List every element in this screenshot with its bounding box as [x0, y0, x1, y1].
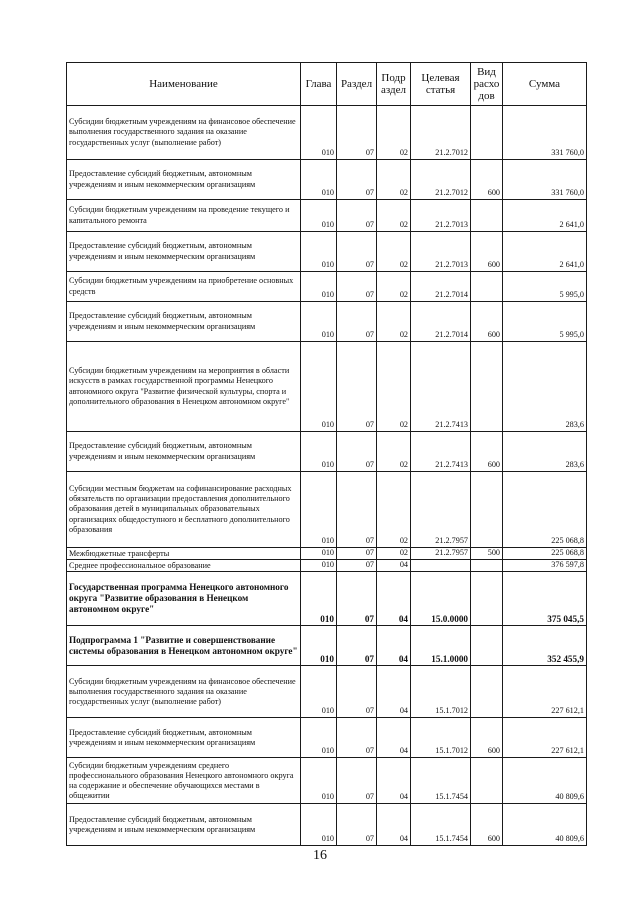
row-podrazdel: 02	[377, 302, 411, 342]
row-sum: 2 641,0	[503, 200, 587, 232]
table-row	[67, 572, 587, 626]
row-sum: 376 597,8	[503, 560, 587, 572]
row-vid: 600	[471, 432, 503, 472]
row-glava: 010	[301, 560, 337, 572]
row-vid	[471, 272, 503, 302]
row-name: Предоставление субсидий бюджетным, автономным учреждениям и иным некоммерческим организациям	[67, 432, 301, 472]
row-glava: 010	[301, 432, 337, 472]
row-name: Субсидии местным бюджетам на софинансирование расходных обязательств по организации предоставления дополнительного образования детей в муниципальных образовательных организациях общедоступного и бесплатного дополнительного образования	[67, 472, 301, 548]
row-razdel: 07	[337, 560, 377, 572]
budget-table	[66, 62, 587, 846]
row-vid: 600	[471, 804, 503, 846]
row-name: Субсидии бюджетным учреждениям на финансовое обеспечение выполнения государственного задания на оказание государственных услуг (выполнение работ)	[67, 666, 301, 718]
table-row	[67, 200, 587, 232]
table-row	[67, 106, 587, 160]
row-vid	[471, 626, 503, 666]
row-podrazdel: 02	[377, 472, 411, 548]
row-razdel: 07	[337, 472, 377, 548]
row-sum: 283,6	[503, 342, 587, 432]
row-razdel: 07	[337, 666, 377, 718]
table-row	[67, 272, 587, 302]
row-podrazdel: 02	[377, 232, 411, 272]
row-glava: 010	[301, 232, 337, 272]
table-row	[67, 432, 587, 472]
row-podrazdel: 02	[377, 272, 411, 302]
row-glava: 010	[301, 666, 337, 718]
row-sum: 2 641,0	[503, 232, 587, 272]
row-sum: 40 809,6	[503, 804, 587, 846]
row-sum: 331 760,0	[503, 106, 587, 160]
row-vid	[471, 342, 503, 432]
row-glava: 010	[301, 758, 337, 804]
row-razdel: 07	[337, 106, 377, 160]
row-target: 21.2.7013	[411, 232, 471, 272]
row-target: 21.2.7014	[411, 272, 471, 302]
row-podrazdel: 02	[377, 106, 411, 160]
row-glava: 010	[301, 160, 337, 200]
row-podrazdel: 04	[377, 560, 411, 572]
row-name: Субсидии бюджетным учреждениям на проведение текущего и капитального ремонта	[67, 200, 301, 232]
header-name: Наименование	[67, 63, 301, 106]
row-target: 15.1.7454	[411, 758, 471, 804]
table-row	[67, 560, 587, 572]
row-name: Субсидии бюджетным учреждениям среднего профессионального образования Ненецкого автономного округа на содержание и обеспечение обучающихся местами в общежитии	[67, 758, 301, 804]
row-target: 15.0.0000	[411, 572, 471, 626]
row-vid	[471, 106, 503, 160]
row-sum: 227 612,1	[503, 666, 587, 718]
row-razdel: 07	[337, 272, 377, 302]
header-podrazdel: Подр аздел	[377, 63, 411, 106]
row-vid	[471, 560, 503, 572]
table-row	[67, 472, 587, 548]
table-row	[67, 160, 587, 200]
row-sum: 225 068,8	[503, 548, 587, 560]
row-razdel: 07	[337, 200, 377, 232]
row-name: Субсидии бюджетным учреждениям на финансовое обеспечение выполнения государственного задания на оказание государственных услуг (выполнение работ)	[67, 106, 301, 160]
row-target: 15.1.7012	[411, 718, 471, 758]
row-target	[411, 560, 471, 572]
row-razdel: 07	[337, 302, 377, 342]
table-row	[67, 758, 587, 804]
row-razdel: 07	[337, 758, 377, 804]
row-razdel: 07	[337, 232, 377, 272]
row-name: Среднее профессиональное образование	[67, 560, 301, 572]
row-podrazdel: 04	[377, 758, 411, 804]
row-name: Предоставление субсидий бюджетным, автономным учреждениям и иным некоммерческим организациям	[67, 302, 301, 342]
table-row	[67, 804, 587, 846]
row-vid	[471, 666, 503, 718]
row-target: 21.2.7013	[411, 200, 471, 232]
row-podrazdel: 04	[377, 804, 411, 846]
row-sum: 331 760,0	[503, 160, 587, 200]
row-vid	[471, 200, 503, 232]
row-vid	[471, 758, 503, 804]
row-glava: 010	[301, 272, 337, 302]
row-target: 21.2.7014	[411, 302, 471, 342]
row-sum: 40 809,6	[503, 758, 587, 804]
row-vid: 600	[471, 718, 503, 758]
table-row	[67, 302, 587, 342]
row-glava: 010	[301, 342, 337, 432]
row-sum: 225 068,8	[503, 472, 587, 548]
row-vid: 600	[471, 160, 503, 200]
table-header-row	[67, 63, 587, 106]
row-name: Предоставление субсидий бюджетным, автономным учреждениям и иным некоммерческим организациям	[67, 718, 301, 758]
page-number: 16	[313, 848, 327, 863]
row-vid: 600	[471, 302, 503, 342]
row-target: 15.1.7012	[411, 666, 471, 718]
row-glava: 010	[301, 804, 337, 846]
row-name: Субсидии бюджетным учреждениям на мероприятия в области искусств в рамках государственной программы Ненецкого автономного округа "Развитие физической культуры, спорта и дополнительного образования в Ненецком автономном округе"	[67, 342, 301, 432]
row-podrazdel: 02	[377, 548, 411, 560]
row-sum: 283,6	[503, 432, 587, 472]
header-glava: Глава	[301, 63, 337, 106]
table-row	[67, 626, 587, 666]
row-glava: 010	[301, 572, 337, 626]
row-target: 21.2.7957	[411, 548, 471, 560]
row-razdel: 07	[337, 432, 377, 472]
row-target: 21.2.7012	[411, 106, 471, 160]
row-name: Предоставление субсидий бюджетным, автономным учреждениям и иным некоммерческим организациям	[67, 160, 301, 200]
row-razdel: 07	[337, 718, 377, 758]
table-row	[67, 548, 587, 560]
row-glava: 010	[301, 548, 337, 560]
row-name: Межбюджетные трансферты	[67, 548, 301, 560]
table-row	[67, 718, 587, 758]
row-glava: 010	[301, 302, 337, 342]
row-sum: 227 612,1	[503, 718, 587, 758]
row-vid	[471, 572, 503, 626]
row-glava: 010	[301, 718, 337, 758]
row-target: 15.1.7454	[411, 804, 471, 846]
row-name: Предоставление субсидий бюджетным, автономным учреждениям и иным некоммерческим организациям	[67, 804, 301, 846]
row-razdel: 07	[337, 572, 377, 626]
header-razdel: Раздел	[337, 63, 377, 106]
row-vid: 600	[471, 232, 503, 272]
row-target: 21.2.7012	[411, 160, 471, 200]
row-glava: 010	[301, 200, 337, 232]
row-podrazdel: 02	[377, 160, 411, 200]
table-row	[67, 232, 587, 272]
row-podrazdel: 02	[377, 342, 411, 432]
row-podrazdel: 02	[377, 200, 411, 232]
row-razdel: 07	[337, 160, 377, 200]
row-vid	[471, 472, 503, 548]
row-razdel: 07	[337, 342, 377, 432]
table-row	[67, 342, 587, 432]
row-name: Предоставление субсидий бюджетным, автономным учреждениям и иным некоммерческим организациям	[67, 232, 301, 272]
row-target: 21.2.7413	[411, 432, 471, 472]
row-sum: 352 455,9	[503, 626, 587, 666]
row-glava: 010	[301, 472, 337, 548]
row-podrazdel: 02	[377, 432, 411, 472]
row-sum: 5 995,0	[503, 272, 587, 302]
row-sum: 5 995,0	[503, 302, 587, 342]
row-target: 15.1.0000	[411, 626, 471, 666]
table-row	[67, 666, 587, 718]
row-name: Субсидии бюджетным учреждениям на приобретение основных средств	[67, 272, 301, 302]
row-razdel: 07	[337, 548, 377, 560]
header-sum: Сумма	[503, 63, 587, 106]
row-name: Государственная программа Ненецкого автономного округа "Развитие образования в Ненецком автономном округе"	[67, 572, 301, 626]
row-sum: 375 045,5	[503, 572, 587, 626]
row-podrazdel: 04	[377, 626, 411, 666]
row-razdel: 07	[337, 804, 377, 846]
header-target: Целевая статья	[411, 63, 471, 106]
row-target: 21.2.7413	[411, 342, 471, 432]
row-podrazdel: 04	[377, 572, 411, 626]
row-glava: 010	[301, 106, 337, 160]
row-glava: 010	[301, 626, 337, 666]
header-vid: Вид расхо дов	[471, 63, 503, 106]
row-razdel: 07	[337, 626, 377, 666]
row-vid: 500	[471, 548, 503, 560]
row-podrazdel: 04	[377, 666, 411, 718]
row-podrazdel: 04	[377, 718, 411, 758]
row-target: 21.2.7957	[411, 472, 471, 548]
row-name: Подпрограмма 1 "Развитие и совершенствование системы образования в Ненецком автономном округе"	[67, 626, 301, 666]
